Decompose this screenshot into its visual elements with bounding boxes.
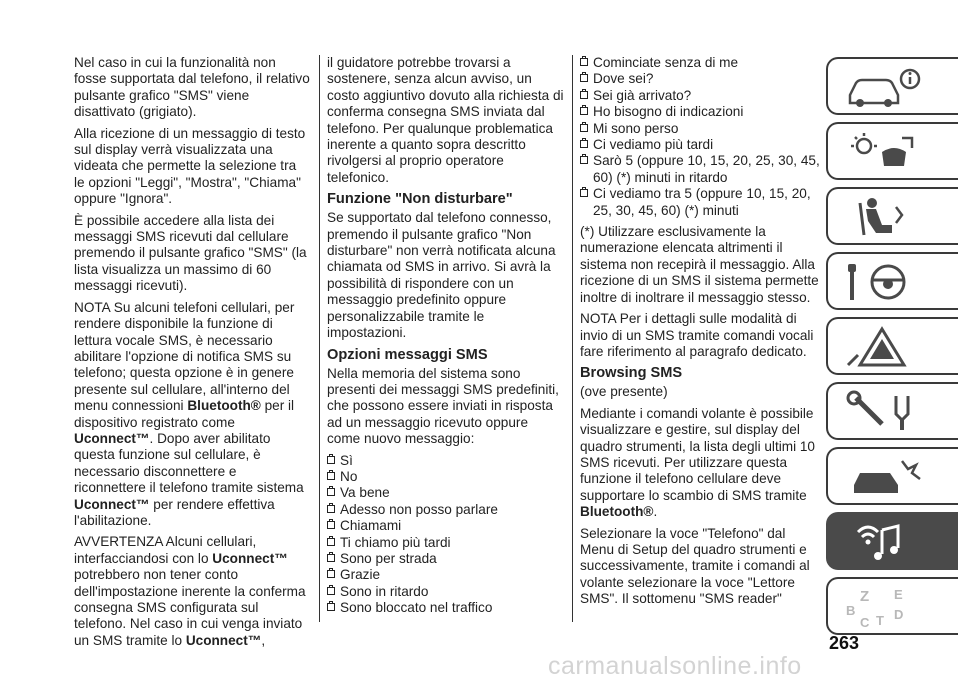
list-item-label: Ci vediamo più tardi <box>593 137 714 153</box>
index-letter: B <box>846 603 856 618</box>
footnote-paragraph: (*) Utilizzare esclusivamente la numerazione elencata altrimenti il sistema non recepirà il messaggio. Alla ricezione di un SMS il sistema permette inoltre di inoltrare il messaggio stesso. <box>580 224 819 305</box>
brand-term: Uconnect™ <box>74 430 150 446</box>
watermark: carmanualsonline.info <box>548 652 802 680</box>
list-item <box>327 453 565 469</box>
list-item <box>327 469 565 485</box>
list-item <box>580 104 820 120</box>
list-item-label: Mi sono perso <box>593 120 679 136</box>
brand-term: Uconnect™ <box>185 632 262 648</box>
text: potrebbero non tener conto dell'impostazione inerente la conferma consegna SMS configurata sul telefono. Nel caso in cui venga inviato un SMS tramite lo <box>74 567 306 648</box>
list-item-label: Sono in ritardo <box>340 583 429 599</box>
brand-term: Bluetooth® <box>187 398 261 414</box>
list-item <box>580 71 820 87</box>
checkbox-icon <box>327 488 335 496</box>
note-paragraph <box>74 300 310 530</box>
paragraph: Nella memoria del sistema sono presenti dei messaggi SMS predefiniti, che possono essere inviati in risposta ad un messaggio ricevuto oppure come nuovo messaggio: <box>327 365 559 447</box>
column-3 <box>580 55 820 613</box>
list-item-label: Cominciate senza di me <box>593 55 739 70</box>
list-item-label: Sono per strada <box>340 550 437 566</box>
brand-term: Uconnect™ <box>74 496 150 512</box>
seat-airbag-icon <box>842 195 932 239</box>
sms-message-list-continued <box>580 55 820 219</box>
text: per il dispositivo registrato come <box>74 398 295 430</box>
list-item-label: Grazie <box>340 567 381 583</box>
text: per rendere effettiva l'abilitazione. <box>74 496 275 528</box>
section-heading: Funzione "Non disturbare" <box>327 191 513 208</box>
paragraph: Selezionare la voce "Telefono" dal Menu di Setup del quadro strumenti e successivamente, tramite i comandi al volante selezionare la voce "Lettore SMS". Il sottomenu "SMS reader" <box>580 525 810 607</box>
list-item <box>327 518 565 534</box>
checkbox-icon <box>580 91 588 99</box>
alphabet-index-icon <box>842 585 932 629</box>
multimedia-icon <box>842 520 932 564</box>
index-letter: Z <box>860 588 870 605</box>
text: AVVERTENZA Alcuni cellulari, interfacciandosi con lo <box>74 534 257 566</box>
text: Mediante i comandi volante è possibile visualizzare e gestire, sul display del quadro strumenti, la lista degli ultimi 10 SMS ricevuti. Per utilizzare questa funzione il telefono cellulare deve supportare lo scambio di SMS tramite <box>580 405 815 503</box>
list-item-label: Va bene <box>340 485 390 501</box>
paragraph: È possibile accedere alla lista dei messaggi SMS ricevuti dal cellulare premendo il pulsante grafico "SMS" (la lista visualizza un massimo di 60 messaggi ricevuti). <box>74 212 307 294</box>
list-item <box>327 600 565 616</box>
paragraph: il guidatore potrebbe trovarsi a sostenere, senza alcun avviso, un costo aggiuntivo dovuto alla richiesta di conferma consegna SMS inviata dal telefono. Per qualunque problematica inerente a quanto sopra descritto rivolgersi al proprio operatore telefonico. <box>327 55 564 185</box>
checkbox-icon <box>580 156 588 164</box>
list-item <box>580 55 820 71</box>
paragraph <box>580 406 820 521</box>
checkbox-icon <box>327 521 335 529</box>
checkbox-icon <box>327 505 335 513</box>
dashboard-lights-icon <box>842 130 932 174</box>
brand-term: Bluetooth® <box>580 504 654 520</box>
list-item-label: Adesso non posso parlare <box>340 501 498 517</box>
list-item <box>580 88 820 104</box>
checkbox-icon <box>580 74 588 82</box>
chapter-tab-safety[interactable] <box>826 187 958 245</box>
warning-triangle-icon <box>842 325 932 369</box>
checkbox-icon <box>327 570 335 578</box>
list-item <box>327 485 565 501</box>
note-paragraph: NOTA Per i dettagli sulle modalità di invio di un SMS tramite comandi vocali fare riferimento al paragrafo dedicato. <box>580 311 814 359</box>
chapter-tab-car-info[interactable] <box>826 57 958 115</box>
list-item <box>327 584 565 600</box>
checkbox-icon <box>327 603 335 611</box>
chapter-tab-index[interactable] <box>826 577 958 635</box>
list-item <box>580 121 820 137</box>
checkbox-icon <box>327 472 335 480</box>
section-heading: Opzioni messaggi SMS <box>327 346 488 363</box>
list-item <box>580 186 820 219</box>
warning-paragraph <box>74 534 310 649</box>
list-item <box>580 153 820 186</box>
paragraph: (ove presente) <box>580 384 668 400</box>
text: , <box>261 632 266 648</box>
checkbox-icon <box>327 538 335 546</box>
chapter-tab-multimedia[interactable] <box>826 512 958 570</box>
column-divider-1 <box>319 55 320 622</box>
paragraph: Alla ricezione di un messaggio di testo sul display verrà visualizzata una videata che permette la selezione tra le opzioni "Leggi", "Mostra", "Chiama" oppure "Ignora". <box>74 125 306 207</box>
chapter-tab-starting-driving[interactable] <box>826 252 958 310</box>
brand-term: Uconnect™ <box>212 550 288 566</box>
list-item <box>327 535 565 551</box>
list-item-label: Ci vediamo tra 5 (oppure 10, 15, 20, 25, 30, 45, 60) (*) minuti <box>593 186 811 218</box>
index-letter: T <box>876 613 884 628</box>
text: . <box>653 504 658 520</box>
chapter-tab-technical-data[interactable] <box>826 447 958 505</box>
list-item <box>327 551 565 567</box>
checkbox-icon <box>580 140 588 148</box>
list-item-label: Sei già arrivato? <box>593 87 692 103</box>
checkbox-icon <box>580 107 588 115</box>
checkbox-icon <box>580 124 588 132</box>
car-crash-icon <box>842 455 932 499</box>
column-divider-2 <box>572 55 573 622</box>
chapter-index-sidebar <box>826 57 958 642</box>
list-item-label: Sì <box>340 452 353 468</box>
paragraph: Nel caso in cui la funzionalità non fosse supportata dal telefono, il relativo pulsante grafico "SMS" viene disattivato (grigiato). <box>74 55 310 120</box>
list-item-label: No <box>340 468 358 484</box>
checkbox-icon <box>580 58 588 66</box>
text: NOTA Su alcuni telefoni cellulari, per rendere disponibile la funzione di lettura vocale SMS, è necessario abilitare l'opzione di notifica SMS su telefono; questa opzione è in genere presente sul cellulare, all'interno del menu connessioni <box>74 299 295 414</box>
car-info-icon <box>842 65 932 109</box>
list-item-label: Chiamami <box>340 518 402 534</box>
chapter-tab-maintenance[interactable] <box>826 382 958 440</box>
checkbox-icon <box>327 456 335 464</box>
list-item-label: Ho bisogno di indicazioni <box>593 104 744 120</box>
list-item-label: Sarò 5 (oppure 10, 15, 20, 25, 30, 45, 60) (*) minuti in ritardo <box>593 153 820 185</box>
index-letter: C <box>860 615 870 629</box>
index-letter: E <box>894 587 903 602</box>
index-letter: D <box>894 607 904 622</box>
steering-wheel-key-icon <box>842 260 932 304</box>
service-tools-icon <box>842 390 932 434</box>
chapter-tab-emergency[interactable] <box>826 317 958 375</box>
sms-message-list <box>327 453 565 617</box>
list-item <box>327 502 565 518</box>
checkbox-icon <box>327 587 335 595</box>
checkbox-icon <box>580 189 588 197</box>
column-2 <box>327 55 565 622</box>
page-number: 263 <box>829 633 860 653</box>
list-item-label: Ti chiamo più tardi <box>340 534 451 550</box>
section-heading: Browsing SMS <box>580 365 683 382</box>
list-item <box>580 137 820 153</box>
column-1 <box>74 55 310 654</box>
list-item-label: Sono bloccato nel traffico <box>340 600 493 616</box>
text: . Dopo aver abilitato questa funzione sul cellulare, è necessario disconnettere e riconnettere il telefono tramite sistema <box>74 430 304 496</box>
list-item-label: Dove sei? <box>593 71 654 87</box>
paragraph: Se supportato dal telefono connesso, premendo il pulsante grafico "Non disturbare" non verrà notificata alcuna chiamata od SMS in arrivo. Si avrà la possibilità di rispondere con un messaggio predefinito oppure personalizzabile tramite le impostazioni. <box>327 210 556 341</box>
chapter-tab-dashboard[interactable] <box>826 122 958 180</box>
list-item <box>327 567 565 583</box>
checkbox-icon <box>327 554 335 562</box>
